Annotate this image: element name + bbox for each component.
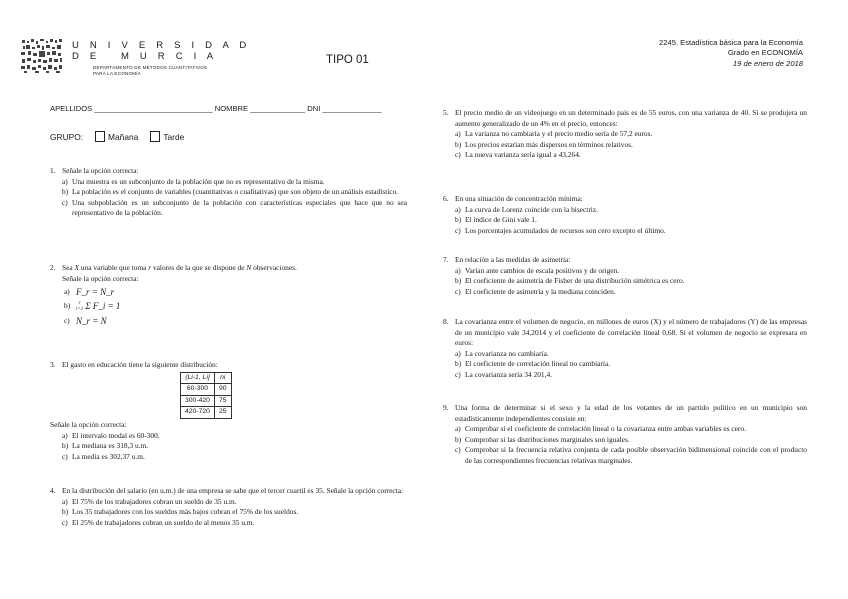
q9-option-c-text: Comprobar si la frecuencia relativa conjunta de cada posible observación bidimensional coincide con el producto de las correspondientes frecuencias relativas marginales. <box>465 445 807 465</box>
q6-number: 6. <box>443 194 449 203</box>
q7-option-c[interactable] <box>443 287 807 298</box>
university-logo <box>20 38 64 74</box>
q4-option-c-text: El 25% de trabajadores cobran un sueldo de al menos 35 u.m. <box>72 517 255 527</box>
student-info-line <box>50 104 382 113</box>
q7-stem: En relación a las medidas de asimetría: <box>455 255 571 264</box>
q2-option-a-letter: a) <box>64 287 70 297</box>
q3-option-c-text: La media es 302,37 u.m. <box>72 451 145 461</box>
question-3 <box>50 360 407 462</box>
q4-option-b-text: Los 35 trabajadores con los sueldos más bajos cobran el 75% de los sueldos. <box>72 507 299 517</box>
table-cell-freq: 90 <box>214 384 231 396</box>
nombre-label: NOMBRE <box>214 104 249 113</box>
q2-option-b-letter: b) <box>64 301 71 311</box>
department-line1: DEPARTAMENTO DE MÉTODOS CUANTITATIVOS <box>93 65 208 70</box>
degree-name: Grado en ECONOMÍA <box>727 48 803 58</box>
dni-label: DNI <box>307 104 321 113</box>
department-line2: PARA LA ECONOMÍA <box>93 70 142 76</box>
q7-option-b[interactable] <box>443 276 807 287</box>
q7-option-a-text: Varían ante cambios de escala positivos y de origen. <box>465 265 620 275</box>
q2-stem-post: observaciones. <box>251 263 297 272</box>
q1-option-a[interactable] <box>50 177 407 188</box>
q2-var-x: X <box>74 263 80 272</box>
department-name <box>93 65 207 76</box>
q6-option-a-letter: a) <box>455 204 461 214</box>
q1-option-a-text: Una muestra es un subconjunto de la población que no es representativo de la misma. <box>72 176 325 186</box>
tarde-label: Tarde <box>163 131 185 142</box>
apellidos-field[interactable]: ____________________________ <box>94 104 213 113</box>
question-7 <box>443 255 807 297</box>
q3-option-b-letter: b) <box>62 441 69 451</box>
group-selection <box>50 131 184 142</box>
q1-number: 1. <box>50 166 56 175</box>
q3-option-b-text: La mediana es 318,3 u.m. <box>72 441 149 451</box>
q2-sub: Señale la opción correcta: <box>62 273 139 283</box>
q5-option-b[interactable] <box>443 140 807 151</box>
q3-sub: Señale la opción correcta: <box>50 419 127 429</box>
exam-type: TIPO 01 <box>326 54 369 66</box>
q6-option-c-letter: c) <box>455 225 461 235</box>
q2-option-c-letter: c) <box>64 315 70 325</box>
question-1 <box>50 166 407 219</box>
manana-label: Mañana <box>108 131 139 142</box>
dni-field[interactable]: ______________ <box>322 104 382 113</box>
q6-stem: En una situación de concentración mínima: <box>455 194 583 203</box>
q3-option-c[interactable] <box>50 452 407 463</box>
q6-option-b[interactable] <box>443 215 807 226</box>
q6-option-b-text: El índice de Gini vale 1. <box>465 215 537 225</box>
q4-option-b-letter: b) <box>62 507 69 517</box>
q2-sum-bottom: i=1 <box>76 306 84 312</box>
q9-option-a-text: Comprobar si el coeficiente de correlación lineal o la covarianza entre ambas variables es cero. <box>465 424 746 434</box>
q3-option-c-letter: c) <box>62 451 68 461</box>
university-line2: D E M U R C I A <box>72 51 218 62</box>
question-5 <box>443 108 807 161</box>
q4-option-a-text: El 75% de los trabajadores cobran un sueldo de 35 u.m. <box>72 496 237 506</box>
grupo-label: GRUPO: <box>50 131 84 142</box>
table-cell-freq: 25 <box>214 407 231 419</box>
q2-option-c-formula: N_r = N <box>76 315 107 326</box>
q1-option-b-letter: b) <box>62 187 69 197</box>
question-6 <box>443 194 807 236</box>
table-row <box>181 384 232 396</box>
q5-number: 5. <box>443 108 449 117</box>
q5-option-c-text: La nueva varianza sería igual a 43,264. <box>465 150 581 160</box>
q8-option-a-text: La covarianza no cambiaría. <box>465 348 549 358</box>
q7-option-b-letter: b) <box>455 276 462 286</box>
question-8 <box>443 317 807 381</box>
q2-var-n: N <box>246 263 252 272</box>
question-4 <box>50 486 407 528</box>
q8-option-c[interactable] <box>443 370 807 381</box>
q7-option-a-letter: a) <box>455 265 461 275</box>
q4-option-a-letter: a) <box>62 496 68 506</box>
question-9 <box>443 403 807 467</box>
distribution-table <box>180 372 232 419</box>
q6-option-b-letter: b) <box>455 215 462 225</box>
q2-stem-mid: una variable que toma <box>79 263 149 272</box>
q1-option-b-text: La población es el conjunto de variables (cuantitativas o cualitativas) que son objeto de un análisis estadístico. <box>72 187 399 197</box>
q1-option-c-text: Una subpoblación es un subconjunto de la población con características especiales que hace que no sea representativo de la población. <box>72 197 407 218</box>
q8-option-b-letter: b) <box>455 359 462 369</box>
q7-option-c-letter: c) <box>455 286 461 296</box>
q8-option-a-letter: a) <box>455 348 461 358</box>
q7-number: 7. <box>443 255 449 264</box>
q5-option-c-letter: c) <box>455 150 461 160</box>
q6-option-c-text: Los porcentajes acumulados de recursos son cero excepto el último. <box>465 225 666 235</box>
q3-option-a-text: El intervalo modal es 60-300. <box>72 430 160 440</box>
q9-stem: Una forma de determinar si el sexo y la edad de los votantes de un partido político en un municipio son estadísticamente independientes consiste en: <box>455 403 807 423</box>
tarde-checkbox[interactable] <box>150 131 160 142</box>
q2-option-a-formula: F_r = N_r <box>76 287 115 298</box>
q3-stem: El gasto en educación tiene la siguiente distribución: <box>62 360 218 369</box>
apellidos-label: APELLIDOS <box>50 104 93 113</box>
q4-number: 4. <box>50 486 56 495</box>
q7-option-b-text: El coeficiente de asimetría de Fisher de una distribución simétrica es cero. <box>465 276 685 286</box>
q2-sum-symbol <box>76 301 83 313</box>
q8-stem: La covarianza entre el volumen de negocio, en millones de euros (X) y el número de trabajadores (Y) de las empresas de un municipio vale 34,2014 y el coeficiente de correlación lineal 0,68. Si el volumen de negocio se expresara en euros: <box>455 317 807 348</box>
q2-option-b[interactable] <box>50 301 407 313</box>
q4-stem: En la distribución del salario (en u.m.) de una empresa se sabe que el tercer cuartil es 35. Señale la opción correcta: <box>62 486 404 495</box>
q6-option-c[interactable] <box>443 226 807 237</box>
q3-option-b[interactable] <box>50 441 407 452</box>
q2-stem-mid2: valores de la que se dispone de <box>151 263 247 272</box>
table-cell-interval: 60-300 <box>181 384 215 396</box>
course-info <box>659 38 803 69</box>
q5-option-c[interactable] <box>443 150 807 161</box>
q9-option-b-letter: b) <box>455 434 462 444</box>
university-line1: U N I V E R S I D A D <box>72 40 251 51</box>
q4-option-b[interactable] <box>50 507 407 518</box>
q5-option-a-letter: a) <box>455 129 461 139</box>
q1-stem: Señale la opción correcta: <box>62 166 139 175</box>
q1-option-c-letter: c) <box>62 197 68 207</box>
q4-option-c[interactable] <box>50 518 407 529</box>
q2-option-c[interactable] <box>50 316 407 327</box>
table-row <box>181 395 232 407</box>
q6-option-a-text: La curva de Lorenz coincide con la bisectriz. <box>465 204 598 214</box>
q8-option-c-letter: c) <box>455 369 461 379</box>
q2-var-r: r <box>148 263 152 272</box>
q8-option-c-text: La covarianza sería 34 201,4. <box>465 369 553 379</box>
q2-stem <box>62 263 297 274</box>
q4-option-c-letter: c) <box>62 517 68 527</box>
course-name: 2245. Estadística básica para la Economía <box>659 38 803 47</box>
q5-stem: El precio medio de un videojuego en un determinado país es de 55 euros, con una varianza de 40. Si se produjera un aumento generalizado de un 4% en el precio, entonces: <box>455 108 807 128</box>
q7-option-a[interactable] <box>443 266 807 277</box>
q8-option-b-text: El coeficiente de correlación lineal no cambiaría. <box>465 359 611 369</box>
table-cell-freq: 75 <box>214 395 231 407</box>
q1-option-a-letter: a) <box>62 176 68 186</box>
q8-option-b[interactable] <box>443 359 807 370</box>
table-header-row <box>181 372 232 384</box>
q2-option-b-formula: Σ F_i = 1 <box>85 301 121 312</box>
q2-stem-pre: Sea <box>62 263 75 272</box>
q9-number: 9. <box>443 403 449 412</box>
q3-option-a[interactable] <box>50 431 407 442</box>
q3-option-a-letter: a) <box>62 430 68 440</box>
q7-option-c-text: El coeficiente de asimetría y la mediana coinciden. <box>465 286 616 296</box>
table-header-freq: ni <box>214 372 231 384</box>
q9-option-b-text: Comprobar si las distribuciones marginales son iguales. <box>465 434 630 444</box>
q4-option-a[interactable] <box>50 497 407 508</box>
q5-option-b-letter: b) <box>455 139 462 149</box>
university-name <box>72 40 250 62</box>
q5-option-a[interactable] <box>443 129 807 140</box>
q9-option-c[interactable] <box>443 445 807 466</box>
table-cell-interval: 420-720 <box>181 407 215 419</box>
q1-option-b[interactable] <box>50 187 407 198</box>
question-2 <box>50 263 407 326</box>
q9-option-a-letter: a) <box>455 424 461 434</box>
q5-option-a-text: La varianza no cambiaría y el precio medio sería de 57,2 euros. <box>465 129 653 139</box>
table-cell-interval: 300-420 <box>181 395 215 407</box>
nombre-field[interactable]: _____________ <box>250 104 306 113</box>
q9-option-c-letter: c) <box>455 445 461 455</box>
q2-number: 2. <box>50 263 56 272</box>
q8-number: 8. <box>443 317 449 326</box>
q1-option-c[interactable] <box>50 198 407 219</box>
q2-option-a[interactable] <box>50 287 407 298</box>
table-row <box>181 407 232 419</box>
q8-option-a[interactable] <box>443 349 807 360</box>
exam-date: 19 de enero de 2018 <box>732 58 803 68</box>
manana-checkbox[interactable] <box>95 131 105 142</box>
q2-sum-top: r <box>78 300 81 306</box>
q5-option-b-text: Los precios estarían más dispersos en términos relativos. <box>465 139 633 149</box>
q6-option-a[interactable] <box>443 205 807 216</box>
q9-option-a[interactable] <box>443 424 807 435</box>
table-header-interval: (Li-1, Li] <box>181 372 215 384</box>
q9-option-b[interactable] <box>443 435 807 446</box>
q3-number: 3. <box>50 360 56 369</box>
